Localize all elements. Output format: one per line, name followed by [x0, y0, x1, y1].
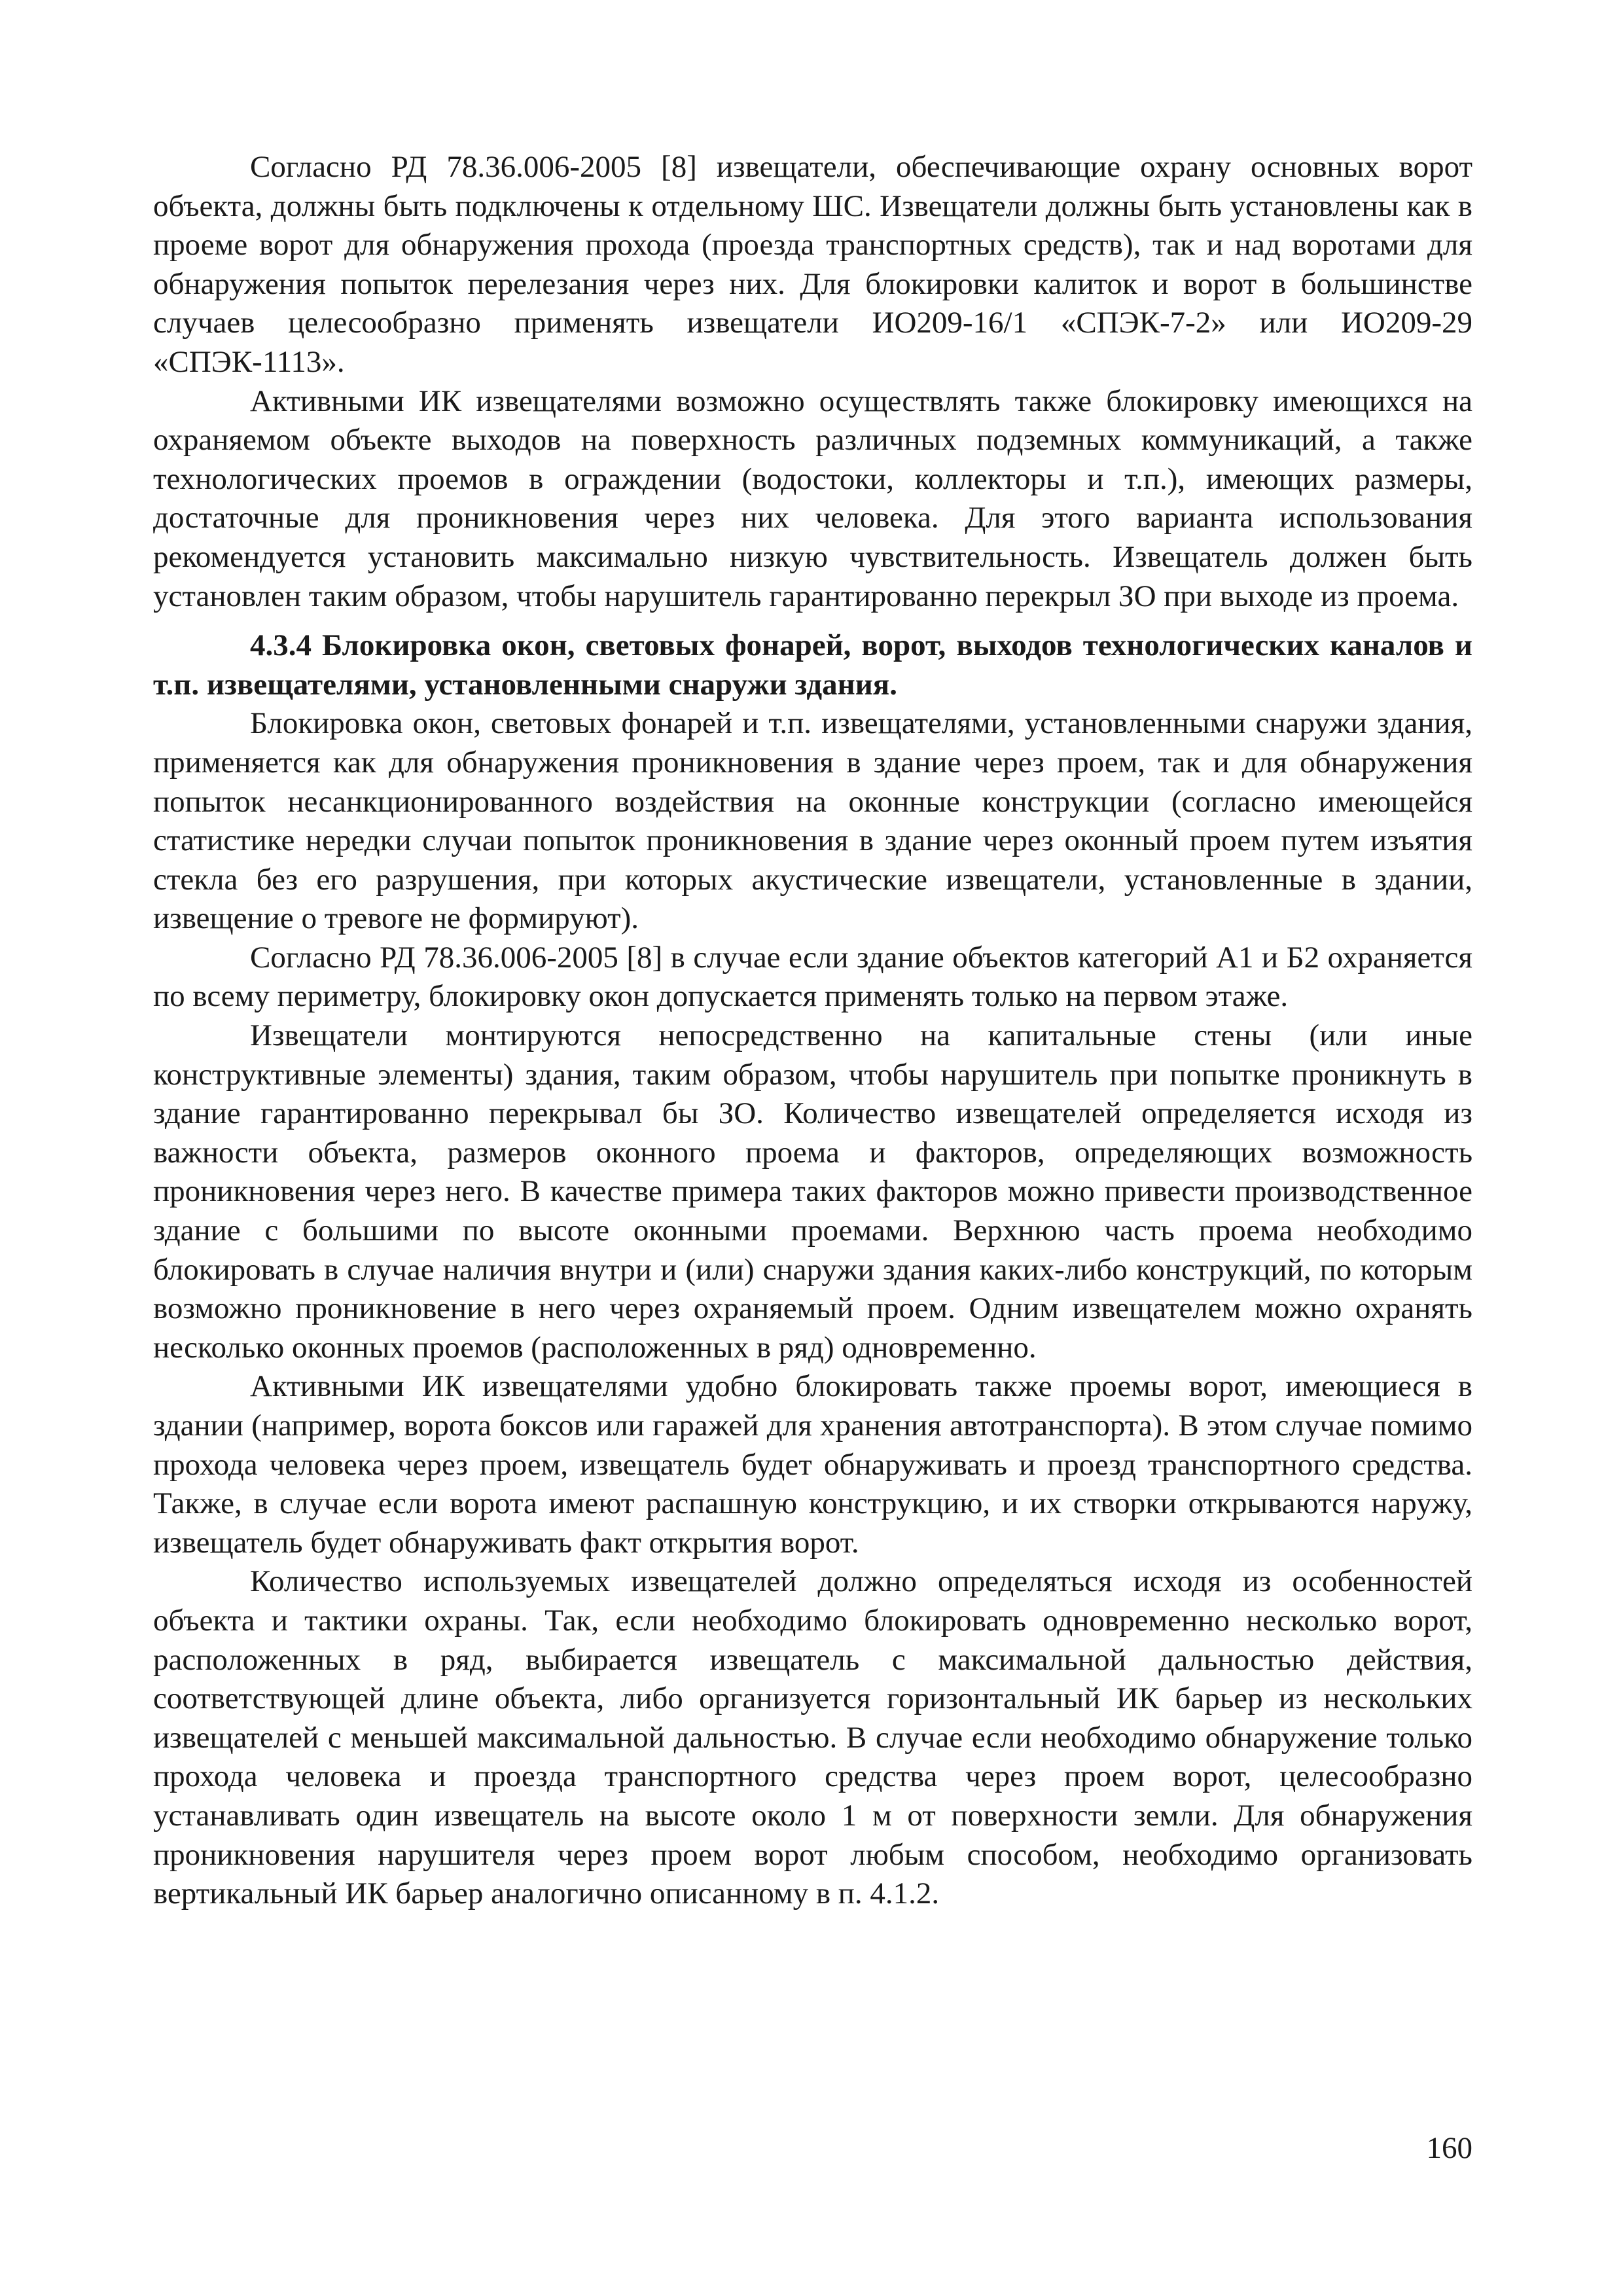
paragraph-underground-exits: Активными ИК извещателями возможно осуществлять также блокировку имеющихся на охраняемом объекте выходов на поверхность различных подземных коммуникаций, а также технологических проемов в ограждении (водостоки, коллекторы и т.п.), имеющих размеры, достаточные для проникновения через них человека. Для этого варианта использования рекомендуется установить максимально низкую чувствительность. Извещатель должен быть установлен таким образом, чтобы нарушитель гарантированно перекрыл ЗО при выходе из проема. — [153, 384, 1472, 613]
page-number: 160 — [1426, 2131, 1472, 2165]
paragraph-rd-first-floor: Согласно РД 78.36.006-2005 [8] в случае если здание объектов категорий А1 и Б2 охраняется по всему периметру, блокировку окон допускается применять только на первом этаже. — [153, 940, 1472, 1014]
section-heading: 4.3.4 Блокировка окон, световых фонарей, ворот, выходов технологических каналов и т.п. извещателями, установленными снаружи здания. — [153, 628, 1472, 702]
paragraph-gates-requirements: Согласно РД 78.36.006-2005 [8] извещатели, обеспечивающие охрану основных ворот объекта, должны быть подключены к отдельному ШС. Извещатели должны быть установлены как в проеме ворот для обнаружения прохода (проезда транспортных средств), так и над воротами для обнаружения попыток перелезания через них. Для блокировки калиток и ворот в большинстве случаев целесообразно применять извещатели ИО209-16/1 «СПЭК-7-2» или ИО209-29 «СПЭК-1113». — [153, 150, 1472, 379]
paragraph-gate-openings: Активными ИК извещателями удобно блокировать также проемы ворот, имеющиеся в здании (например, ворота боксов или гаражей для хранения автотранспорта). В этом случае помимо прохода человека через проем, извещатель будет обнаруживать и проезд транспортного средства. Также, в случае если ворота имеют распашную конструкцию, и их створки открываются наружу, извещатель будет обнаруживать факт открытия ворот. — [153, 1369, 1472, 1560]
paragraph-mounting: Извещатели монтируются непосредственно на капитальные стены (или иные конструктивные элементы) здания, таким образом, чтобы нарушитель при попытке проникнуть в здание гарантированно перекрывал бы ЗО. Количество извещателей определяется исходя из важности объекта, размеров оконного проема и факторов, определяющих возможность проникновения через него. В качестве примера таких факторов можно привести производственное здание с большими по высоте оконными проемами. Верхнюю часть проема необходимо блокировать в случае наличия внутри и (или) снаружи здания каких-либо конструкций, по которым возможно проникновение в него через охраняемый проем. Одним извещателем можно охранять несколько оконных проемов (расположенных в ряд) одновременно. — [153, 1018, 1472, 1365]
paragraph-detector-count: Количество используемых извещателей должно определяться исходя из особенностей объекта и тактики охраны. Так, если необходимо блокировать одновременно несколько ворот, расположенных в ряд, выбирается извещатель с максимальной дальностью действия, соответствующей длине объекта, либо организуется горизонтальный ИК барьер из нескольких извещателей с меньшей максимальной дальностью. В случае если необходимо обнаружение только прохода человека и проезда транспортного средства через проем ворот, целесообразно устанавливать один извещатель на высоте около 1 м от поверхности земли. Для обнаружения проникновения нарушителя через проем ворот любым способом, необходимо организовать вертикальный ИК барьер аналогично описанному в п. 4.1.2. — [153, 1564, 1472, 1911]
page-body — [153, 148, 1472, 1914]
paragraph-window-blocking: Блокировка окон, световых фонарей и т.п. извещателями, установленными снаружи здания, применяется как для обнаружения проникновения в здание через проем, так и для обнаружения попыток несанкционированного воздействия на оконные конструкции (согласно имеющейся статистике нередки случаи попыток проникновения в здание через оконный проем путем изъятия стекла без его разрушения, при которых акустические извещатели, установленные в здании, извещение о тревоге не формируют). — [153, 706, 1472, 936]
